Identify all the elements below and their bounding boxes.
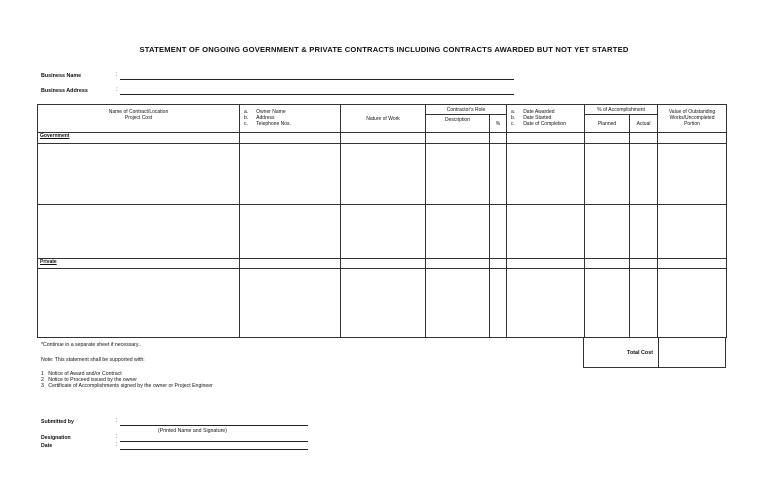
header-description: Description — [426, 115, 490, 133]
table-cell[interactable] — [585, 133, 630, 144]
table-cell[interactable] — [507, 259, 585, 269]
list-item: 3 Certificate of Accomplishments signed by the owner or Project Engineer — [41, 383, 213, 390]
table-cell[interactable] — [585, 259, 630, 269]
header-outstanding-value: Value of Outstanding Works/Uncompleted Portion — [658, 105, 727, 133]
table-cell[interactable] — [240, 259, 341, 269]
table-cell[interactable] — [658, 144, 727, 205]
section-government: Government — [38, 133, 240, 144]
submitted-by-colon: : — [116, 418, 118, 424]
designation-field[interactable] — [120, 441, 308, 442]
table-cell[interactable] — [38, 269, 240, 338]
list-item: 2 Notice to Proceed issued by the owner — [41, 377, 138, 384]
table-cell[interactable] — [426, 205, 490, 259]
header-actual: Actual — [630, 115, 658, 133]
table-cell[interactable] — [240, 144, 341, 205]
header-nature-of-work: Nature of Work — [341, 105, 426, 133]
table-cell[interactable] — [630, 144, 658, 205]
header-percent: % — [490, 115, 507, 133]
business-address-field[interactable] — [120, 94, 514, 95]
submitted-by-label: Submitted by — [41, 419, 74, 425]
table-cell[interactable] — [426, 259, 490, 269]
business-name-colon: : — [116, 72, 118, 78]
supporting-docs-list — [41, 371, 213, 390]
list-item: 1 Notice of Award and/or Contract — [41, 371, 122, 377]
table-cell[interactable] — [240, 133, 341, 144]
submitted-by-field[interactable] — [120, 425, 308, 426]
table-cell[interactable] — [630, 259, 658, 269]
table-cell[interactable] — [658, 259, 727, 269]
table-cell[interactable] — [585, 269, 630, 338]
total-cost-field[interactable] — [659, 338, 726, 367]
date-colon: : — [116, 442, 118, 448]
header-owner — [240, 105, 341, 133]
table-cell[interactable] — [341, 144, 426, 205]
designation-colon: : — [116, 434, 118, 440]
table-cell[interactable] — [507, 133, 585, 144]
header-contractors-role: Contractor's Role — [426, 105, 507, 115]
table-cell[interactable] — [490, 269, 507, 338]
table-cell[interactable] — [341, 205, 426, 259]
owner-items: Owner Name Address Telephone Nos. — [256, 109, 291, 127]
printed-name-caption: (Printed Name and Signature) — [158, 428, 227, 434]
table-cell[interactable] — [658, 205, 727, 259]
table-cell[interactable] — [426, 144, 490, 205]
dates-items: Date Awarded Date Started Date of Completion — [523, 109, 566, 127]
table-cell[interactable] — [507, 205, 585, 259]
designation-label: Designation — [41, 435, 71, 441]
date-label: Date — [41, 443, 53, 449]
total-cost-box — [583, 337, 726, 368]
document-title: STATEMENT OF ONGOING GOVERNMENT & PRIVATE CONTRACTS INCLUDING CONTRACTS AWARDED BUT NOT YET STARTED — [139, 45, 629, 54]
table-cell[interactable] — [585, 205, 630, 259]
business-address-colon: : — [116, 87, 118, 93]
header-dates — [507, 105, 585, 133]
dates-letters: a. b. c. — [511, 109, 516, 127]
table-row — [38, 205, 727, 259]
table-cell[interactable] — [658, 269, 727, 338]
table-cell[interactable] — [38, 144, 240, 205]
table-cell[interactable] — [585, 144, 630, 205]
supported-note: Note: This statement shall be supported with: — [41, 357, 145, 363]
header-contract-location: Name of Contract/Location Project Cost — [38, 105, 240, 133]
table-cell[interactable] — [630, 269, 658, 338]
table-cell[interactable] — [490, 259, 507, 269]
business-name-field[interactable] — [120, 79, 514, 80]
table-cell[interactable] — [490, 144, 507, 205]
table-cell[interactable] — [630, 205, 658, 259]
table-cell[interactable] — [658, 133, 727, 144]
table-cell[interactable] — [426, 269, 490, 338]
table-cell[interactable] — [507, 144, 585, 205]
table-row — [38, 144, 727, 205]
table-cell[interactable] — [630, 133, 658, 144]
table-cell[interactable] — [240, 205, 341, 259]
table-cell[interactable] — [507, 269, 585, 338]
business-address-label: Business Address — [41, 88, 88, 94]
total-cost-label: Total Cost — [627, 350, 653, 356]
header-planned: Planned — [585, 115, 630, 133]
section-private: Private — [38, 259, 240, 269]
table-cell[interactable] — [341, 269, 426, 338]
owner-letters: a. b. c. — [244, 109, 249, 127]
contracts-table — [37, 104, 727, 338]
table-cell[interactable] — [490, 133, 507, 144]
table-cell[interactable] — [341, 133, 426, 144]
table-row — [38, 269, 727, 338]
table-cell[interactable] — [341, 259, 426, 269]
header-accomplishment: % of Accomplishment — [585, 105, 658, 115]
table-cell[interactable] — [38, 205, 240, 259]
table-cell[interactable] — [490, 205, 507, 259]
table-cell[interactable] — [426, 133, 490, 144]
business-name-label: Business Name — [41, 73, 82, 79]
table-cell[interactable] — [240, 269, 341, 338]
date-field[interactable] — [120, 449, 308, 450]
continue-note: *Continue in a separate sheet if necessary.. — [41, 342, 141, 348]
